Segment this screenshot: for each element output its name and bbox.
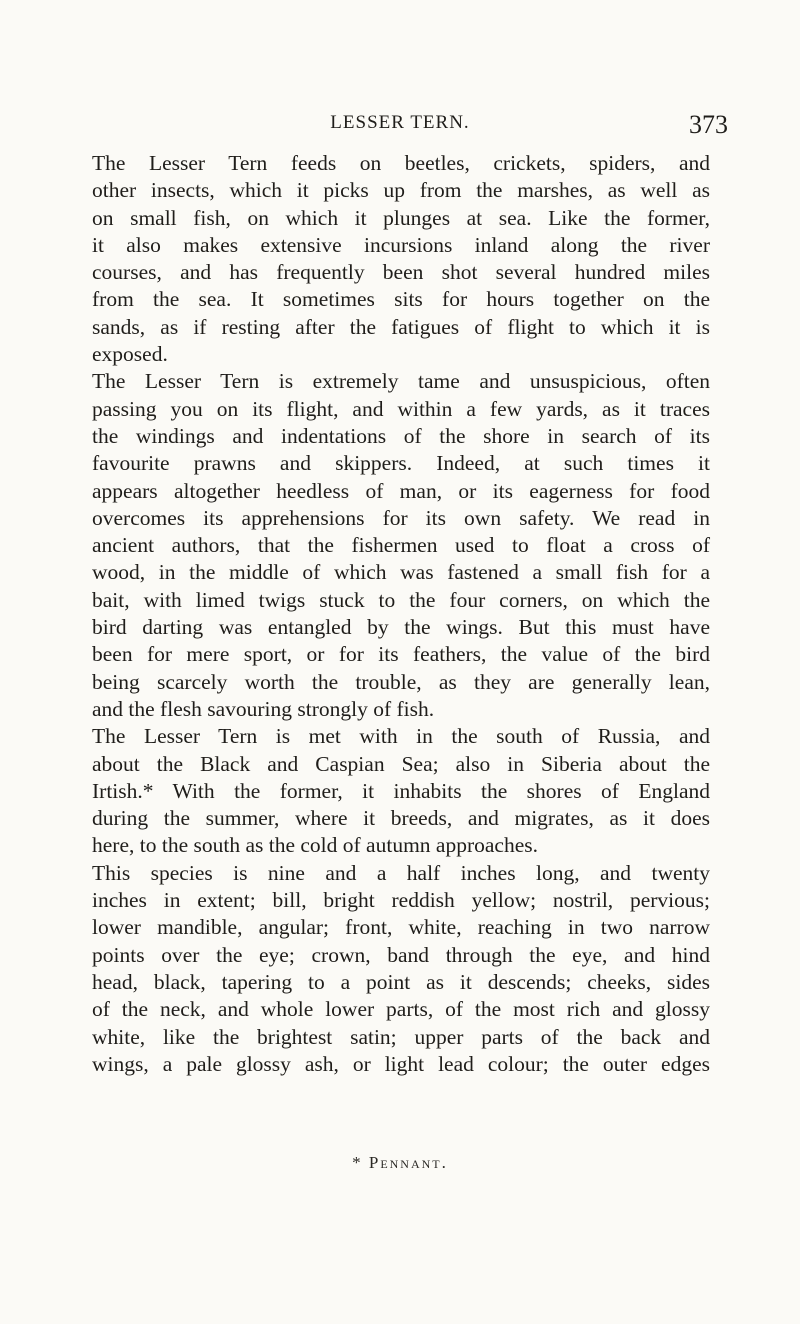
text-line: bird darting was entangled by the wings. But this must have (92, 615, 710, 640)
text-line: The Lesser Tern feeds on beetles, crickets, spiders, and (92, 151, 710, 175)
body-text (92, 150, 710, 1078)
text-line: appears altogether heedless of man, or its eagerness for food (92, 478, 710, 503)
text-line: being scarcely worth the trouble, as they are generally lean, (92, 669, 710, 694)
text-line: inches in extent; bill, bright reddish yellow; nostril, pervious; (92, 888, 710, 913)
text-line: overcomes its apprehensions for its own safety. We read in (92, 505, 710, 530)
text-line: lower mandible, angular; front, white, reaching in two narrow (92, 915, 710, 940)
text-line: white, like the brightest satin; upper parts of the back and (92, 1024, 710, 1049)
text-line: during the summer, where it breeds, and migrates, as it does (92, 806, 710, 831)
text-line: bait, with limed twigs stuck to the four corners, on which the (92, 587, 710, 612)
text-line: it also makes extensive incursions inland along the river (92, 232, 710, 257)
text-line: about the Black and Caspian Sea; also in Siberia about the (92, 751, 710, 776)
text-line: favourite prawns and skippers. Indeed, at such times it (92, 451, 710, 476)
text-line: points over the eye; crown, band through the eye, and hind (92, 942, 710, 967)
text-line: been for mere sport, or for its feathers, the value of the bird (92, 642, 710, 667)
running-title: LESSER TERN. (330, 112, 470, 133)
text-line: and the flesh savouring strongly of fish. (92, 696, 435, 721)
text-line: other insects, which it picks up from the marshes, as well as (92, 178, 710, 203)
text-line: ancient authors, that the fishermen used to float a cross of (92, 533, 710, 558)
text-line: exposed. (92, 342, 168, 367)
text-line: The Lesser Tern is met with in the south of Russia, and (92, 724, 710, 749)
page-number: 373 (689, 110, 728, 139)
text-line: Irtish.* With the former, it inhabits the shores of England (92, 778, 710, 803)
text-line: on small fish, on which it plunges at sea. Like the former, (92, 205, 710, 230)
text-line: courses, and has frequently been shot several hundred miles (92, 260, 710, 285)
text-line: The Lesser Tern is extremely tame and unsuspicious, often (92, 369, 710, 394)
text-line: of the neck, and whole lower parts, of the most rich and glossy (92, 997, 710, 1022)
text-line: the windings and indentations of the shore in search of its (92, 423, 710, 448)
text-line: passing you on its flight, and within a few yards, as it traces (92, 396, 710, 421)
running-head (0, 108, 800, 142)
text-line: wood, in the middle of which was fastened a small fish for a (92, 560, 710, 585)
text-line: sands, as if resting after the fatigues of flight to which it is (92, 314, 710, 339)
text-line: wings, a pale glossy ash, or light lead colour; the outer edges (92, 1051, 710, 1076)
footnote: * Pennant. (352, 1153, 448, 1172)
text-line: head, black, tapering to a point as it descends; cheeks, sides (92, 969, 710, 994)
text-line: here, to the south as the cold of autumn approaches. (92, 833, 538, 858)
text-line: This species is nine and a half inches long, and twenty (92, 860, 710, 885)
text-line: from the sea. It sometimes sits for hours together on the (92, 287, 710, 312)
